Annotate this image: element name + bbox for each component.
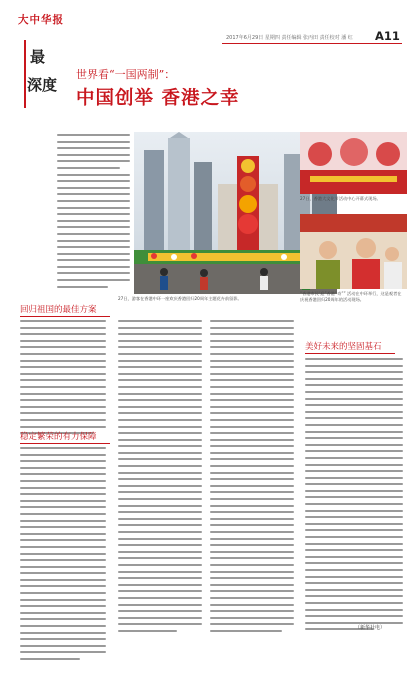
upper-right-photo-graphic bbox=[300, 132, 407, 194]
subhead-2: 稳定繁荣的有力保障 bbox=[20, 432, 97, 442]
masthead-rule bbox=[222, 43, 402, 44]
subhead-2-rule bbox=[20, 443, 110, 444]
subhead-3-rule bbox=[305, 353, 395, 354]
section1-column-left bbox=[20, 320, 106, 439]
subhead-3: 美好未来的坚固基石 bbox=[305, 342, 382, 352]
newspaper-logo: 大中华报 bbox=[18, 13, 64, 26]
page-number: A11 bbox=[375, 29, 400, 43]
section3-column bbox=[305, 358, 403, 635]
subhead-1-rule bbox=[20, 316, 110, 317]
section2-column-left bbox=[20, 447, 106, 665]
lower-right-photo-smiling-man bbox=[300, 214, 407, 289]
lower-right-photo-graphic bbox=[300, 214, 407, 289]
section1-column-middle bbox=[118, 320, 202, 637]
headline-kicker: 世界看“一国两制”： bbox=[76, 68, 176, 81]
section1-column-right bbox=[210, 320, 294, 637]
dateline: 2017年6月29日 星期四 责任编辑 张丙田 责任校对 潘 红 bbox=[226, 35, 353, 41]
subhead-1: 回归祖国的最佳方案 bbox=[20, 305, 97, 315]
upper-right-photo-caption: 27日，香港大文化节活动中心开幕式现场。 bbox=[300, 196, 381, 201]
signoff: （新华社电） bbox=[355, 625, 386, 631]
headline-title: 中国创举 香港之幸 bbox=[76, 88, 240, 109]
intro-text-column bbox=[57, 134, 130, 292]
upper-right-photo-stage bbox=[300, 132, 407, 194]
section-label-line2: 深度 bbox=[27, 76, 58, 94]
lower-right-photo-caption: “香港市民‘迎”香港“奇”” 活动在中环举行，这是观者在庆祝香港回归20周年的活动现场。 bbox=[300, 291, 402, 302]
main-photo-caption: 27日，游客在香港中环一座欢庆香港回归20周年主题花卉前留影。 bbox=[118, 296, 242, 301]
section-label-line1: 最 bbox=[30, 48, 46, 66]
